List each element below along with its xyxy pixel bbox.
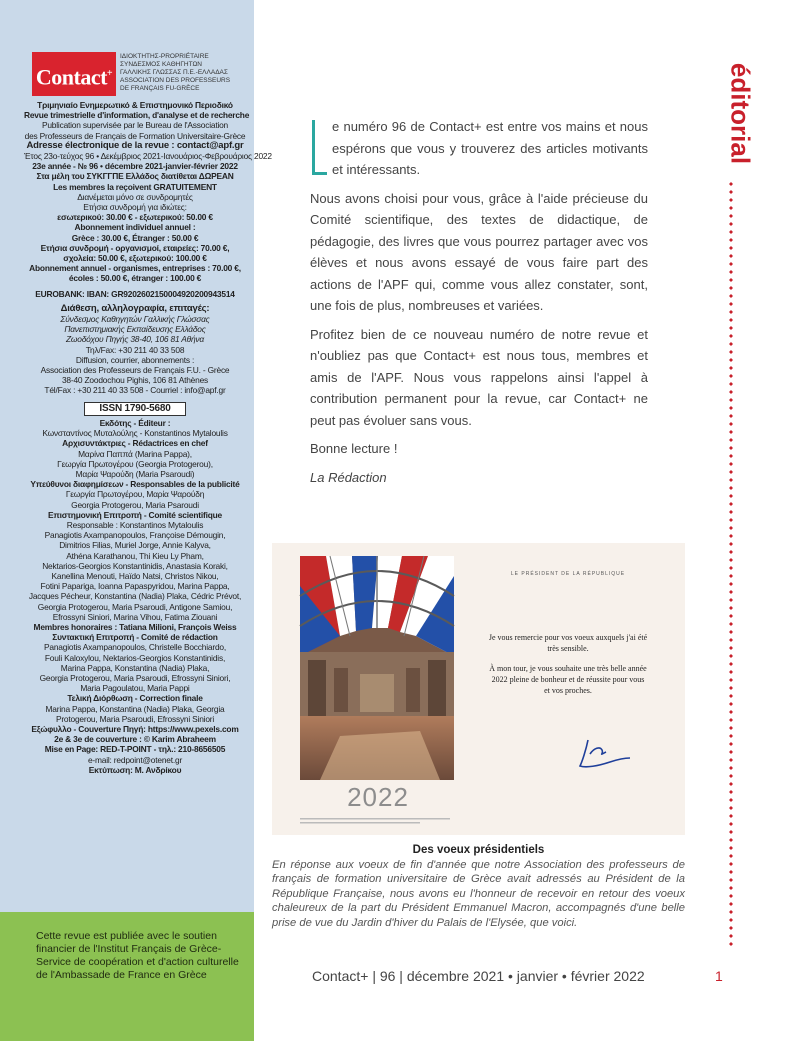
masthead-line: e-mail: redpoint@otenet.gr: [87, 754, 183, 765]
masthead-line: Εκδότης - Éditeur :: [99, 417, 171, 428]
masthead-line: Επιστημονική Επιτροπή - Comité scientifique: [48, 509, 222, 520]
masthead-line: Γεωργία Πρωτογέρου (Georgia Protogerou),: [57, 458, 213, 469]
masthead-line: Panagiotis Axampanopoulos, Françoise Démougin,: [44, 530, 226, 541]
logo-text: Contact: [35, 64, 107, 90]
masthead-line: Τριμηνιαίο Ενημερωτικό & Επιστημονικό Περιοδικό: [37, 100, 233, 110]
editorial-vertical-title: [720, 58, 756, 178]
editorial-para-1: e numéro 96 de Contact+ est entre vos mains et nous espérons que vous y trouverez des articles motivants et intéressants.: [332, 119, 648, 177]
dotted-divider: [728, 180, 734, 950]
masthead-line: Ετήσια συνδρομή - οργανισμοί, εταιρείες: 70.00 €,: [40, 242, 230, 253]
staff-credits: [24, 418, 246, 775]
masthead-line: Διάθεση, αλληλογραφία, επιταγές:: [60, 302, 210, 314]
masthead-line: Maria Pagoulatou, Maria Pappi: [80, 683, 190, 694]
masthead-line: EUROBANK: IBAN: GR9202602150004920200943514: [35, 288, 235, 299]
editorial-body: [310, 116, 648, 495]
masthead-line: 23e année - № 96 • décembre 2021-janvier-février 2022: [32, 161, 238, 172]
masthead-line: Abonnement individuel annuel :: [74, 222, 196, 233]
masthead-line: Diffusion, courrier, abonnements :: [75, 354, 195, 365]
masthead-line: Υπεύθυνοι διαφημίσεων - Responsables de la publicité: [30, 479, 240, 490]
owner-line: DE FRANÇAIS FU-GRÈCE: [120, 85, 200, 92]
owner-line: ΓΑΛΛΙΚΗΣ ΓΛΩΣΣΑΣ Π.Ε.-ΕΛΛΑΔΑΣ: [120, 69, 228, 76]
masthead-line: Abonnement annuel - organismes, entreprises : 70.00 €,: [29, 263, 241, 274]
card-year: 2022: [347, 782, 409, 812]
masthead-line: Γεωργία Πρωτογέρου, Μαρία Ψαρούδη: [65, 489, 205, 500]
masthead-line: Μαρίνα Παππά (Marina Pappa),: [78, 448, 192, 459]
editorial-para-3: Profitez bien de ce nouveau numéro de notre revue et n'oubliez pas que Contact+ est nous tous, membres et amis de l'APF. Nous vous rappelons ainsi l'appel à contribution permanent pour la revue, car Contact+ ne peut pas évoluer sans vous.: [310, 326, 648, 428]
caption-title: Des voeux présidentiels: [412, 844, 545, 856]
masthead-line: Nektarios-Georgios Konstantinidis, Anastasia Koraki,: [42, 560, 228, 571]
masthead-line: Jacques Pécheur, Konstantina (Nadia) Plaka, Cédric Prévot,: [28, 591, 242, 602]
owner-line: ΣΥΝΔΕΣΜΟΣ ΚΑΘΗΓΗΤΩΝ: [120, 61, 203, 68]
page-footer: Contact+ | 96 | décembre 2021 • janvier • février 2022: [312, 968, 645, 984]
card-message-1: Je vous remercie pour vos voeux auxquels j'ai été très sensible.: [488, 633, 648, 653]
card-message: [488, 632, 648, 705]
masthead-line: σχολεία: 50.00 €, εξωτερικού: 100.00 €: [63, 253, 207, 264]
masthead-line: Association des Professeurs de Français F.U. - Grèce: [40, 365, 230, 376]
masthead-line: Marina Pappa, Konstantina (Nadia) Plaka,: [60, 662, 210, 673]
masthead-line: Georgia Protogerou, Maria Psaroudi: [71, 499, 199, 510]
owner-line: ASSOCIATION DES PROFESSEURS: [120, 77, 231, 84]
masthead-line: Fouli Kaloxylou, Nektarios-Georgios Konstantinidis,: [44, 652, 226, 663]
masthead-line: Tél/Fax : +30 211 40 33 508 - Courriel : info@apf.gr: [44, 385, 226, 396]
president-signature: [576, 736, 632, 772]
contact-logo: [32, 52, 116, 96]
masthead-line: Athéna Karathanou, Thi Kieu Ly Pham,: [66, 550, 204, 561]
masthead-line: Ζωοδόχου Πηγής 38-40, 106 81 Αθήνα: [66, 334, 204, 345]
masthead-line: Publication supervisée par le Bureau de l'Association: [41, 120, 229, 131]
logo-sup: +: [106, 68, 113, 79]
masthead-line: Georgia Protogerou, Maria Psaroudi, Efrossyni Siniori,: [39, 672, 231, 683]
masthead-line: Les membres la reçoivent GRATUITEMENT: [53, 181, 217, 192]
masthead-sidebar: [0, 0, 272, 1041]
masthead-line: Έτος 23ο-τεύχος 96 • Δεκέμβριος 2021-Ιανουάριος-Φεβρουάριος 2022: [24, 151, 272, 162]
masthead-line: Fotini Papariga, Ioanna Papaspyridou, Marina Pappa,: [40, 581, 230, 592]
masthead-line: Διανέμεται μόνο σε συνδρομητές: [77, 191, 193, 202]
masthead-line: Μαρία Ψαρούδη (Maria Psaroudi): [75, 468, 195, 479]
masthead-line: Εκτύπωση: Μ. Ανδρίκου: [88, 764, 182, 775]
owner-line: ΙΔΙΟΚΤΗΤΗΣ-PROPRIÉTAIRE: [120, 53, 209, 60]
masthead-line: 2e & 3e de couverture : © Karim Abraheem: [54, 734, 216, 745]
card-message-2: À mon tour, je vous souhaite une très belle année 2022 pleine de bonheur et de réussite pour vous et vos proches.: [489, 664, 647, 695]
masthead-line: Αρχισυντάκτριες - Rédactrices en chef: [62, 438, 208, 449]
masthead-line: Membres honoraires : Tatiana Milioni, François Weiss: [33, 621, 237, 632]
masthead-line: Protogerou, Maria Psaroudi, Efrossyni Siniori: [55, 713, 215, 724]
card-fine-print: [300, 818, 460, 827]
masthead-line: Adresse électronique de la revue : contact@apf.gr: [26, 139, 244, 151]
page-number: 1: [715, 968, 723, 984]
masthead-line: Dimitrios Filias, Muriel Jorge, Annie Kalyva,: [59, 540, 211, 551]
elysee-winter-garden-photo: [300, 556, 454, 780]
owner-block: [120, 53, 252, 93]
issn-box: ISSN 1790-5680: [84, 402, 185, 416]
masthead-line: Revue trimestrielle d'information, d'analyse et de recherche: [24, 110, 250, 121]
editorial-label: éditorial: [725, 62, 756, 165]
editorial-signature: La Rédaction: [310, 469, 387, 485]
masthead-line: Στα μέλη του ΣΥΚΓΓΠΕ Ελλάδος διατίθεται ΔΩΡΕΑΝ: [36, 171, 234, 182]
caption-body: En réponse aux voeux de fin d'année que notre Association des professeurs de français de formation universitaire de Grèce avait adressés au Président de la République Française, nous avons eu l'honneur de recevoir en retour des voeux chaleureux de la part du Président Emmanuel Macron, accompagnés d'une belle prise de vue du Jardin d'hiver du Palais de l'Elysée, que voici.: [272, 859, 685, 929]
masthead-line: Κωνσταντίνος Μυταλούλης - Konstantinos Mytaloulis: [42, 428, 228, 439]
masthead-line: Panagiotis Axampanopoulos, Christelle Bocchiardo,: [43, 642, 226, 653]
fine-print-lines: [300, 818, 460, 826]
masthead-line: Responsable : Konstantinos Mytaloulis: [66, 519, 204, 530]
masthead-line: Συντακτική Επιτροπή - Comité de rédaction: [52, 632, 218, 643]
photo-illustration: [300, 556, 454, 780]
masthead-line: Πανεπιστημιακής Εκπαίδευσης Ελλάδος: [64, 324, 206, 335]
sponsor-box: [0, 912, 254, 1041]
sponsor-text: Cette revue est publiée avec le soutien financier de l'Institut Français de Grèce-Service de coopération et d'action culturelle de l'Ambassade de France en Grèce: [36, 930, 239, 981]
masthead-line: Georgia Protogerou, Maria Psaroudi, Antigone Samiou,: [37, 601, 233, 612]
card-header: LE PRÉSIDENT DE LA RÉPUBLIQUE: [510, 571, 626, 577]
masthead-line: εσωτερικού: 30.00 € - εξωτερικού: 50.00 €: [57, 212, 213, 223]
masthead-block: [24, 100, 272, 775]
masthead-line: des Professeurs de Français de Formation Universitaire-Grèce: [24, 130, 246, 141]
masthead-line: 38-40 Zoodochou Pighis, 106 81 Athènes: [61, 375, 209, 386]
masthead-line: Σύνδεσμος Καθηγητών Γαλλικής Γλώσσας: [60, 314, 210, 325]
editorial-closing: Bonne lecture !: [310, 441, 398, 456]
masthead-line: écoles : 50.00 €, étranger : 100.00 €: [68, 273, 202, 284]
masthead-line: Τελική Διόρθωση - Correction finale: [67, 693, 203, 704]
masthead-line: Efrossyni Siniori, Marina Vihou, Fatima Ziouani: [52, 611, 218, 622]
masthead-line: Τηλ/Fax: +30 211 40 33 508: [85, 344, 185, 355]
masthead-line: Grèce : 30.00 €, Étranger : 50.00 €: [71, 232, 199, 243]
editorial-para-2: Nous avons choisi pour vous, grâce à l'aide précieuse du Comité scientifique, des textes de didactique, de pédagogie, des livres que vous pourrez partager avec vos élèves et nous avons essayé de vous faire part des actions de l'APF qui, comme vous allez constater, sont, une fois de plus, nombreuses et variées.: [310, 190, 648, 313]
publication-info: [24, 100, 272, 396]
masthead-line: Ετήσια συνδρομή για ιδιώτες:: [83, 202, 187, 213]
masthead-line: Εξώφυλλο - Couverture Πηγή: https://www.pexels.com: [31, 723, 239, 734]
masthead-line: Mise en Page: RED-T-POINT - τηλ.: 210-8656505: [44, 744, 226, 755]
masthead-line: Kanellina Menouti, Haïdo Natsi, Christos Nikou,: [51, 570, 219, 581]
masthead-line: Marina Pappa, Konstantina (Nadia) Plaka, Georgia: [45, 703, 225, 714]
